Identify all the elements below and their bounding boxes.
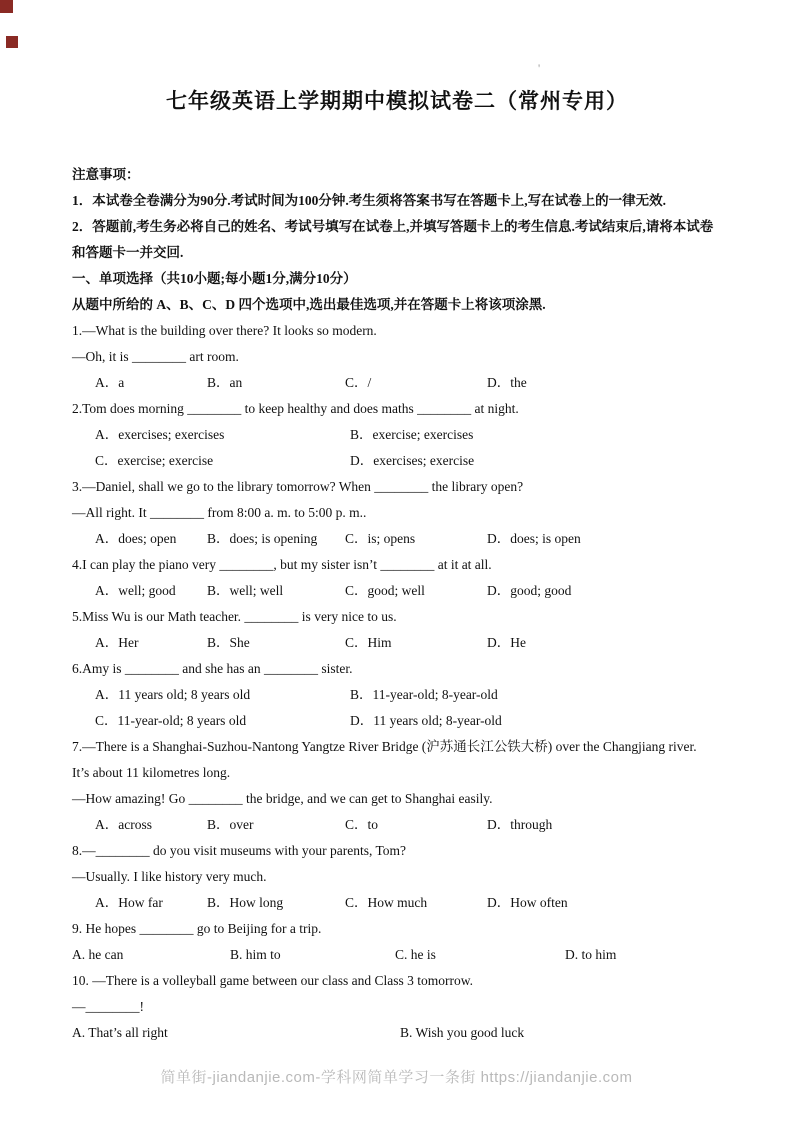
option: A．across — [95, 817, 152, 832]
option: B．well; well — [207, 583, 284, 598]
question-stem: 4.I can play the piano very ________, but my sister isn’t ________ at it at all. — [72, 557, 492, 572]
option: A．a — [95, 375, 125, 390]
option: B．11-year-old; 8-year-old — [350, 687, 498, 702]
option: B．does; is opening — [207, 531, 318, 546]
section-heading: 一、单项选择（共10小题;每小题1分,满分10分） — [72, 271, 357, 286]
option-row — [72, 1020, 722, 1046]
option: B. him to — [230, 947, 281, 962]
option: A．does; open — [95, 531, 177, 546]
option: B．exercise; exercises — [350, 427, 474, 442]
corner-mark-left — [6, 36, 18, 48]
question-stem: —Usually. I like history very much. — [72, 869, 267, 884]
question-stem: 7.—There is a Shanghai-Suzhou-Nantong Yangtze River Bridge (沪苏通长江公铁大桥) over the Changjiang river. — [72, 739, 697, 754]
option: D．good; good — [487, 583, 572, 598]
option: B．an — [207, 375, 243, 390]
question-block — [72, 604, 722, 656]
option: C．exercise; exercise — [95, 453, 214, 468]
question-stem: 5.Miss Wu is our Math teacher. ________ is very nice to us. — [72, 609, 397, 624]
option: A．exercises; exercises — [95, 427, 225, 442]
question-block — [72, 474, 722, 552]
option-row — [72, 890, 722, 916]
option: A．Her — [95, 635, 139, 650]
option: C．/ — [345, 375, 372, 390]
option: C．How much — [345, 895, 428, 910]
option: C．good; well — [345, 583, 425, 598]
footer-watermark: 简单街-jiandanjie.com-学科网简单学习一条街 https://jiandanjie.com — [160, 1069, 633, 1086]
question-stem: It’s about 11 kilometres long. — [72, 765, 231, 780]
question-stem: —Oh, it is ________ art room. — [72, 349, 239, 364]
option-row — [72, 422, 722, 448]
option: C．is; opens — [345, 531, 416, 546]
question-stem: 6.Amy is ________ and she has an ________ sister. — [72, 661, 353, 676]
option: B．She — [207, 635, 250, 650]
option-row — [72, 370, 722, 396]
option-row — [72, 630, 722, 656]
option: B．How long — [207, 895, 284, 910]
notice-item-2: 2．答题前,考生务必将自己的姓名、考试号填写在试卷上,并填写答题卡上的考生信息.考试结束后,请将本试卷和答题卡一并交回. — [72, 219, 714, 260]
question-stem: 2.Tom does morning ________ to keep healthy and does maths ________ at night. — [72, 401, 519, 416]
question-stem: 9. He hopes ________ go to Beijing for a trip. — [72, 921, 322, 936]
option: D．11 years old; 8-year-old — [350, 713, 502, 728]
question-block — [72, 396, 722, 474]
option-row — [72, 708, 722, 734]
question-stem: —All right. It ________ from 8:00 a. m. to 5:00 p. m.. — [72, 505, 367, 520]
option-row — [72, 812, 722, 838]
corner-mark-top — [0, 0, 13, 13]
question-block — [72, 318, 722, 396]
question-stem: 10. —There is a volleyball game between our class and Class 3 tomorrow. — [72, 973, 474, 988]
question-block — [72, 838, 722, 916]
option: D．exercises; exercise — [350, 453, 475, 468]
question-block — [72, 734, 722, 838]
notice-item-1: 1．本试卷全卷满分为90分.考试时间为100分钟.考生须将答案书写在答题卡上,写在试卷上的一律无效. — [72, 193, 666, 208]
option: C. he is — [395, 947, 436, 962]
option-row — [72, 682, 722, 708]
option-row — [72, 448, 722, 474]
question-block — [72, 552, 722, 604]
question-stem: 1.—What is the building over there? It looks so modern. — [72, 323, 377, 338]
option: D．does; is open — [487, 531, 581, 546]
option: A．How far — [95, 895, 163, 910]
question-block — [72, 916, 722, 968]
option: A．well; good — [95, 583, 176, 598]
option: D．the — [487, 375, 527, 390]
option: D．through — [487, 817, 553, 832]
option-row — [72, 578, 722, 604]
option: D. to him — [565, 947, 617, 962]
option: C．to — [345, 817, 379, 832]
section-instruction: 从题中所给的 A、B、C、D 四个选项中,选出最佳选项,并在答题卡上将该项涂黑. — [72, 297, 546, 312]
question-stem: 8.—________ do you visit museums with your parents, Tom? — [72, 843, 407, 858]
option: B．over — [207, 817, 254, 832]
option: A. he can — [72, 947, 124, 962]
question-stem: —How amazing! Go ________ the bridge, and we can get to Shanghai easily. — [72, 791, 493, 806]
question-stem: 3.—Daniel, shall we go to the library tomorrow? When ________ the library open? — [72, 479, 524, 494]
question-stem: —________! — [72, 999, 144, 1014]
stray-mark: ' — [538, 61, 541, 75]
questions-list — [72, 318, 722, 1046]
page-title: 七年级英语上学期期中模拟试卷二（常州专用） — [166, 89, 628, 113]
option: C．Him — [345, 635, 392, 650]
option-row — [72, 942, 722, 968]
option: D．How often — [487, 895, 568, 910]
option-row — [72, 526, 722, 552]
option: B. Wish you good luck — [400, 1025, 525, 1040]
option: C．11-year-old; 8 years old — [95, 713, 247, 728]
question-block — [72, 968, 722, 1046]
question-block — [72, 656, 722, 734]
option: A. That’s all right — [72, 1025, 168, 1040]
notice-heading: 注意事项： — [72, 167, 140, 182]
option: D．He — [487, 635, 526, 650]
option: A．11 years old; 8 years old — [95, 687, 251, 702]
